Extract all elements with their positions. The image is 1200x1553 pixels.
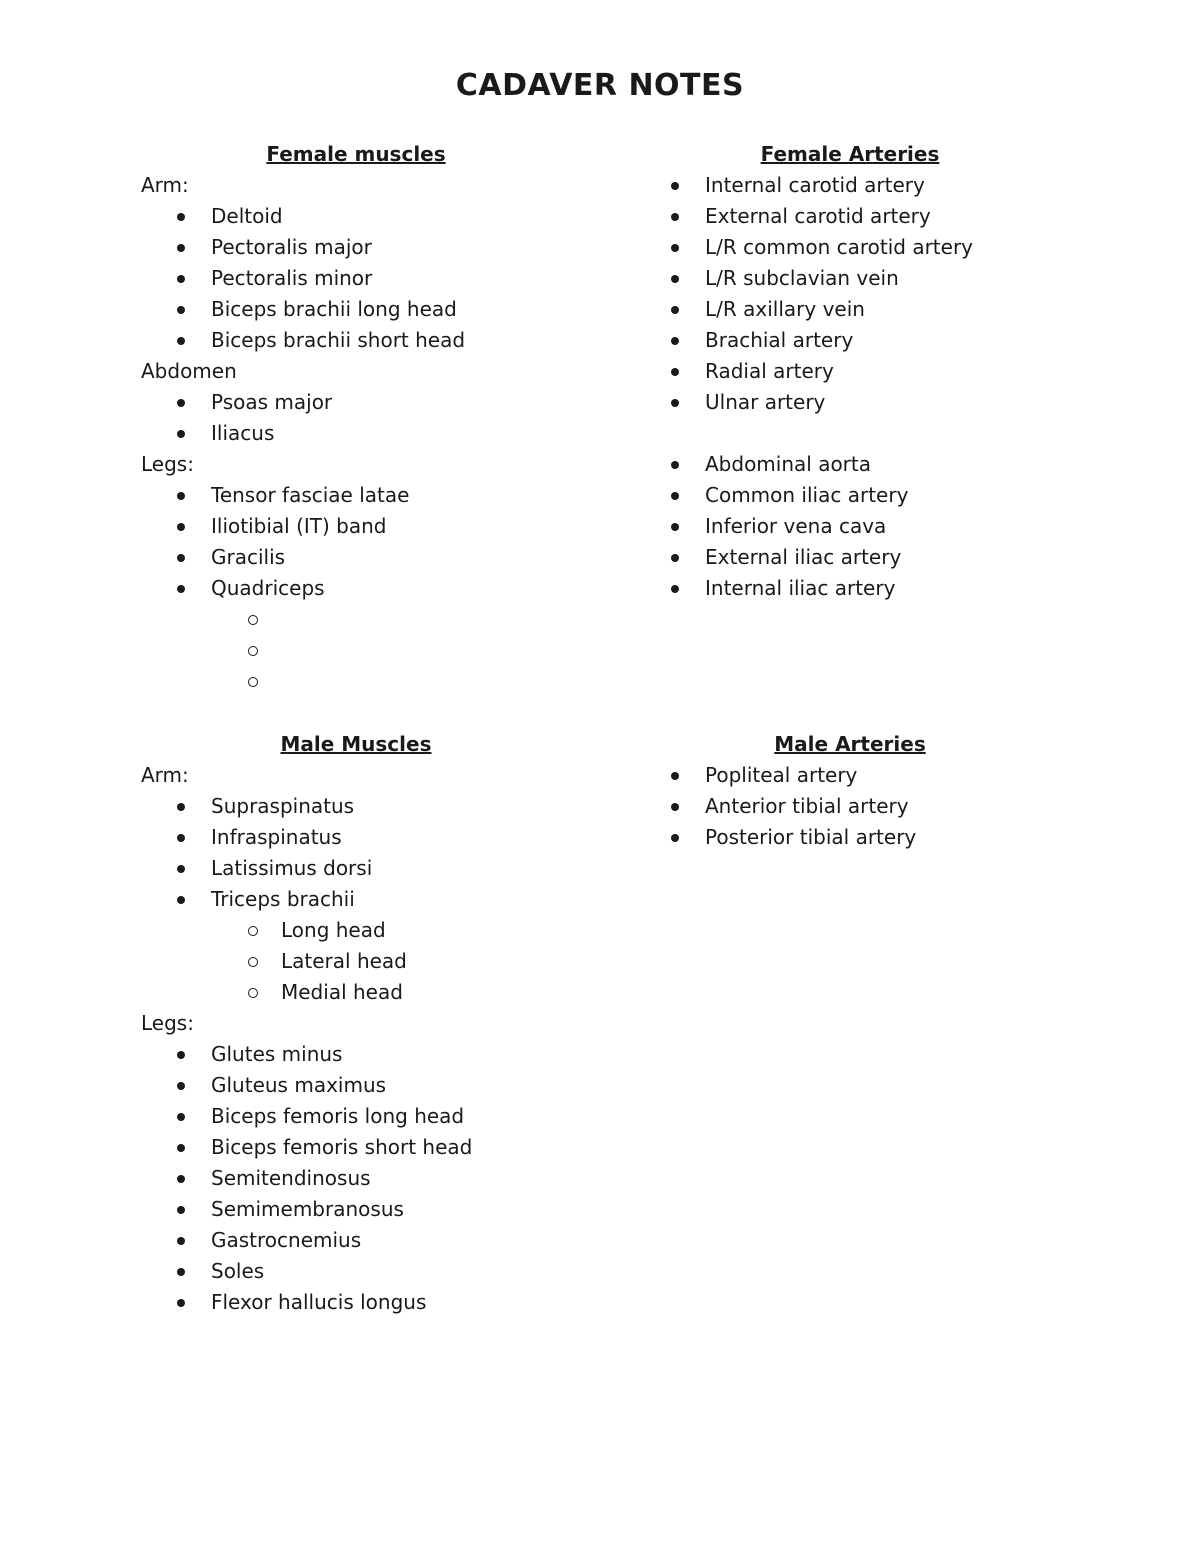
list-item: Anterior tibial artery: [635, 791, 1065, 822]
bullet-icon: [177, 1268, 185, 1276]
list-item: Brachial artery: [635, 325, 1065, 356]
list-item: Inferior vena cava: [635, 511, 1065, 542]
bullet-icon: [177, 213, 185, 221]
list-item: Posterior tibial artery: [635, 822, 1065, 853]
bullet-icon: [671, 306, 679, 314]
bullet-icon: [671, 523, 679, 531]
bullet-icon: [671, 554, 679, 562]
list-item: Biceps femoris short head: [141, 1132, 571, 1163]
bullet-icon: [177, 1206, 185, 1214]
hollow-bullet-icon: [248, 926, 258, 936]
list-item: Deltoid: [141, 201, 571, 232]
bullet-icon: [671, 337, 679, 345]
bullet-icon: [177, 1299, 185, 1307]
list-item: Biceps brachii short head: [141, 325, 571, 356]
bullet-icon: [671, 213, 679, 221]
hollow-bullet-icon: [248, 615, 258, 625]
group-label: Legs:: [141, 1011, 194, 1035]
bullet-icon: [177, 1237, 185, 1245]
group-label: Arm:: [141, 173, 189, 197]
list-item: External iliac artery: [635, 542, 1065, 573]
list-item: Radial artery: [635, 356, 1065, 387]
bullet-icon: [177, 244, 185, 252]
list-item: Ulnar artery: [635, 387, 1065, 418]
list-item: Iliacus: [141, 418, 571, 449]
list-item: Semitendinosus: [141, 1163, 571, 1194]
list-item: Tensor fasciae latae: [141, 480, 571, 511]
hollow-bullet-icon: [248, 646, 258, 656]
list-item: Biceps brachii long head: [141, 294, 571, 325]
list-item: Glutes minus: [141, 1039, 571, 1070]
bullet-icon: [671, 368, 679, 376]
bullet-icon: [671, 182, 679, 190]
page-title: CADAVER NOTES: [455, 68, 745, 103]
list-item: Pectoralis minor: [141, 263, 571, 294]
group-label: Legs:: [141, 452, 194, 476]
list-item: Biceps femoris long head: [141, 1101, 571, 1132]
list-item: L/R axillary vein: [635, 294, 1065, 325]
list-item: Flexor hallucis longus: [141, 1287, 571, 1318]
section-heading: Male Arteries: [774, 732, 926, 756]
sub-list-item: [141, 635, 571, 666]
list-item: L/R subclavian vein: [635, 263, 1065, 294]
bullet-icon: [671, 275, 679, 283]
bullet-icon: [177, 834, 185, 842]
hollow-bullet-icon: [248, 677, 258, 687]
bullet-icon: [177, 554, 185, 562]
list-item: L/R common carotid artery: [635, 232, 1065, 263]
list-item: Internal iliac artery: [635, 573, 1065, 604]
bullet-icon: [177, 865, 185, 873]
bullet-icon: [177, 1144, 185, 1152]
bullet-icon: [177, 1113, 185, 1121]
bullet-icon: [177, 1051, 185, 1059]
bullet-icon: [671, 492, 679, 500]
bullet-icon: [671, 772, 679, 780]
group-label: Arm:: [141, 763, 189, 787]
hollow-bullet-icon: [248, 957, 258, 967]
bullet-icon: [177, 523, 185, 531]
bullet-icon: [671, 803, 679, 811]
sub-list-item: [141, 604, 571, 635]
group-label: Abdomen: [141, 359, 237, 383]
sub-list-item: Lateral head: [141, 946, 571, 977]
list-item: External carotid artery: [635, 201, 1065, 232]
list-item: Gracilis: [141, 542, 571, 573]
list-item: Popliteal artery: [635, 760, 1065, 791]
bullet-icon: [177, 1175, 185, 1183]
section-heading: Male Muscles: [280, 732, 432, 756]
list-item: Latissimus dorsi: [141, 853, 571, 884]
bullet-icon: [177, 337, 185, 345]
spacer: [635, 418, 1065, 449]
list-item: Psoas major: [141, 387, 571, 418]
bullet-icon: [177, 399, 185, 407]
bullet-icon: [177, 585, 185, 593]
list-item: Abdominal aorta: [635, 449, 1065, 480]
bullet-icon: [671, 834, 679, 842]
sub-list-item: Long head: [141, 915, 571, 946]
section-heading: Female Arteries: [760, 142, 940, 166]
sub-list-item: Medial head: [141, 977, 571, 1008]
bullet-icon: [177, 306, 185, 314]
list-item: Semimembranosus: [141, 1194, 571, 1225]
bullet-icon: [671, 461, 679, 469]
bullet-icon: [177, 492, 185, 500]
bullet-icon: [177, 430, 185, 438]
bullet-icon: [671, 244, 679, 252]
list-item: Supraspinatus: [141, 791, 571, 822]
list-item: Gastrocnemius: [141, 1225, 571, 1256]
list-item: Quadriceps: [141, 573, 571, 604]
list-item: Soles: [141, 1256, 571, 1287]
sub-list-item: [141, 666, 571, 697]
bullet-icon: [177, 803, 185, 811]
bullet-icon: [671, 399, 679, 407]
list-item: Triceps brachii: [141, 884, 571, 915]
hollow-bullet-icon: [248, 988, 258, 998]
bullet-icon: [177, 896, 185, 904]
list-item: Common iliac artery: [635, 480, 1065, 511]
section-heading: Female muscles: [266, 142, 446, 166]
list-item: Iliotibial (IT) band: [141, 511, 571, 542]
list-item: Gluteus maximus: [141, 1070, 571, 1101]
list-item: Internal carotid artery: [635, 170, 1065, 201]
list-item: Pectoralis major: [141, 232, 571, 263]
bullet-icon: [671, 585, 679, 593]
bullet-icon: [177, 275, 185, 283]
list-item: Infraspinatus: [141, 822, 571, 853]
bullet-icon: [177, 1082, 185, 1090]
